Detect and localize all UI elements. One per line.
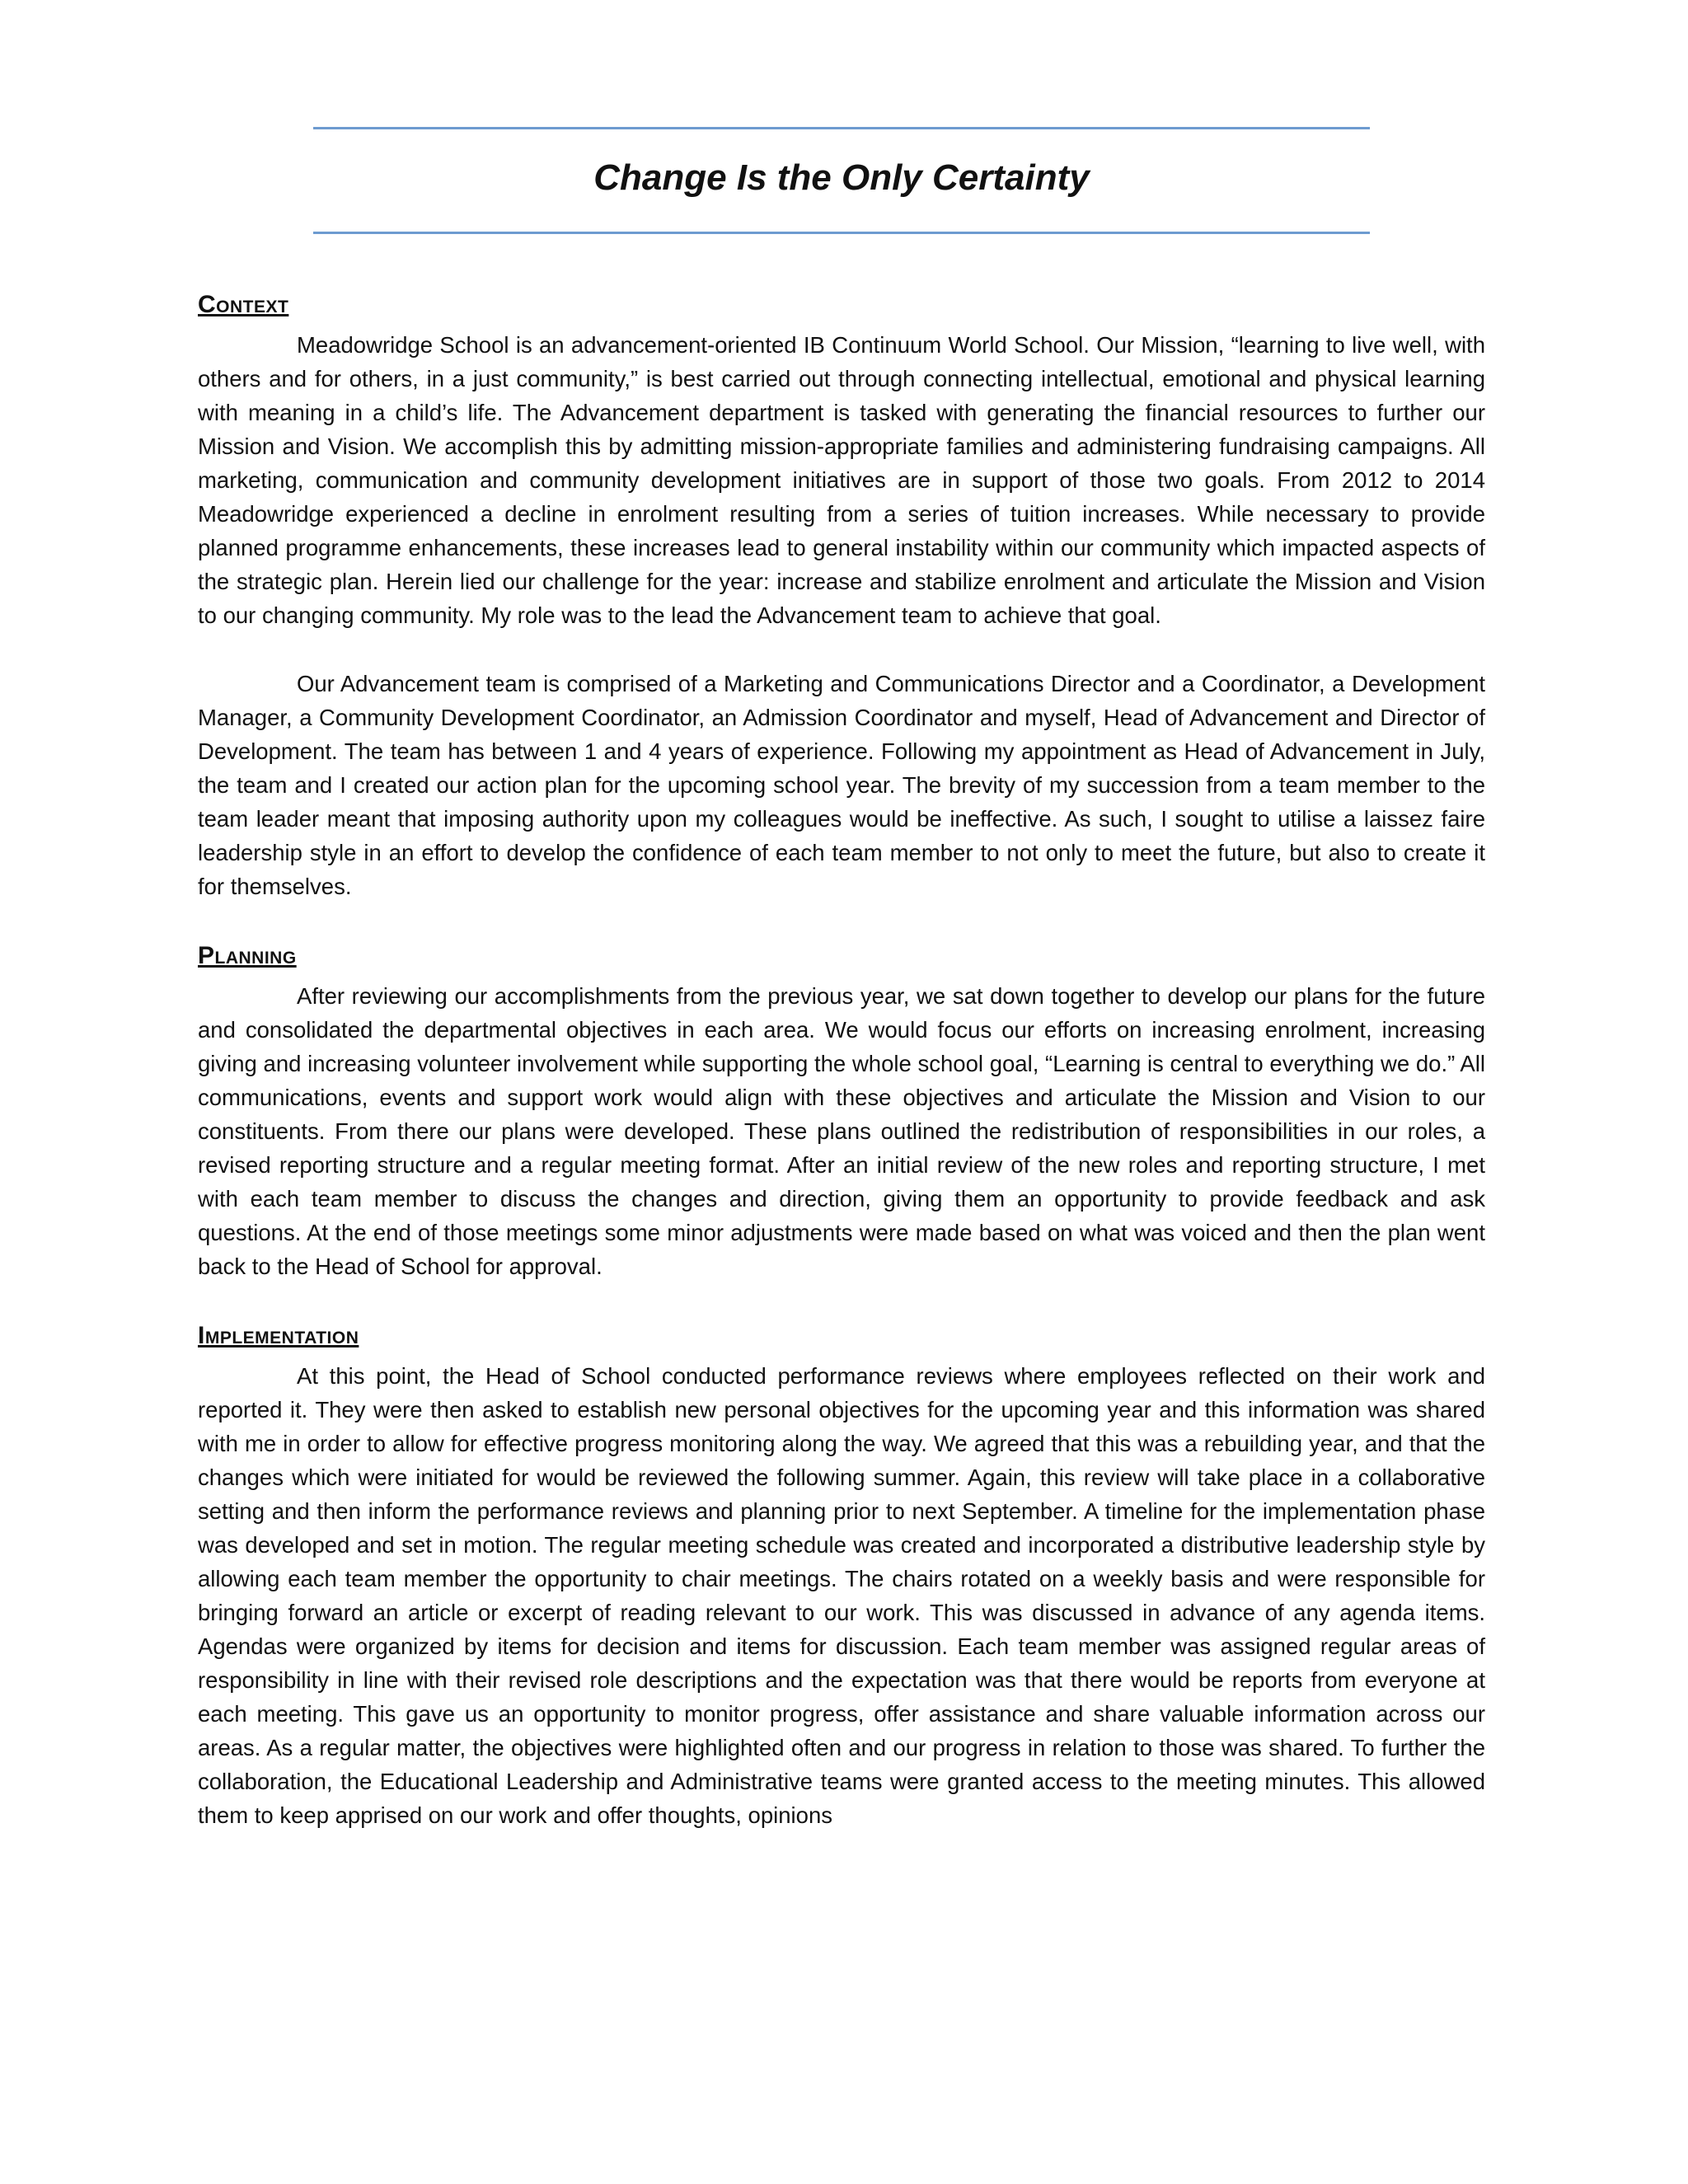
section-spacer <box>198 1283 1485 1319</box>
implementation-paragraph-1: At this point, the Head of School conducted performance reviews where employees reflected on their work and reported it. They were then asked to establish new personal objectives for the upcoming year and this information was shared with me in order to allow for effective progress monitoring along the way. We agreed that this was a rebuilding year, and that the changes which were initiated for would be reviewed the following summer. Again, this review will take place in a collaborative setting and then inform the performance reviews and planning prior to next September. A timeline for the implementation phase was developed and set in motion. The regular meeting schedule was created and incorporated a distributive leadership style by allowing each team member the opportunity to chair meetings. The chairs rotated on a weekly basis and were responsible for bringing forward an article or excerpt of reading relevant to our work. This was discussed in advance of any agenda items. Agendas were organized by items for decision and items for discussion. Each team member was assigned regular areas of responsibility in line with their revised role descriptions and the expectation was that there would be reports from everyone at each meeting. This gave us an opportunity to monitor progress, offer assistance and share valuable information across our areas. As a regular matter, the objectives were highlighted often and our progress in relation to those was shared. To further the collaboration, the Educational Leadership and Administrative teams were granted access to the meeting minutes. This allowed them to keep apprised on our work and offer thoughts, opinions <box>198 1363 1485 1828</box>
document-body <box>198 288 1485 1832</box>
section-heading-planning: Planning <box>198 942 297 969</box>
title-rule-bottom <box>313 232 1370 234</box>
section-heading-implementation: Implementation <box>198 1322 359 1349</box>
paragraph-spacer <box>198 632 1485 667</box>
section-heading-context: Context <box>198 291 289 318</box>
context-paragraph-1: Meadowridge School is an advancement-oriented IB Continuum World School. Our Mission, “learning to live well, with others and for others, in a just community,” is best carried out through connecting intellectual, emotional and physical learning with meaning in a child’s life. The Advancement department is tasked with generating the financial resources to further our Mission and Vision. We accomplish this by admitting mission-appropriate families and administering fundraising campaigns. All marketing, communication and community development initiatives are in support of those two goals. From 2012 to 2014 Meadowridge experienced a decline in enrolment resulting from a series of tuition increases. While necessary to provide planned programme enhancements, these increases lead to general instability within our community which impacted aspects of the strategic plan. Herein lied our challenge for the year: increase and stabilize enrolment and articulate the Mission and Vision to our changing community. My role was to the lead the Advancement team to achieve that goal. <box>198 332 1485 628</box>
title-rule-top <box>313 127 1370 129</box>
section-spacer <box>198 903 1485 940</box>
planning-paragraph-1: After reviewing our accomplishments from the previous year, we sat down together to develop our plans for the future and consolidated the departmental objectives in each area. We would focus our efforts on increasing enrolment, increasing giving and increasing volunteer involvement while supporting the whole school goal, “Learning is central to everything we do.” All communications, events and support work would align with these objectives and articulate the Mission and Vision to our constituents. From there our plans were developed. These plans outlined the redistribution of responsibilities in our roles, a revised reporting structure and a regular meeting format. After an initial review of the new roles and reporting structure, I met with each team member to discuss the changes and direction, giving them an opportunity to provide feedback and ask questions. At the end of those meetings some minor adjustments were made based on what was voiced and then the plan went back to the Head of School for approval. <box>198 983 1485 1279</box>
document-title: Change Is the Only Certainty <box>593 157 1090 198</box>
context-paragraph-2: Our Advancement team is comprised of a Marketing and Communications Director and a Coordinator, a Development Manager, a Community Development Coordinator, an Admission Coordinator and myself, Head of Advancement and Director of Development. The team has between 1 and 4 years of experience. Following my appointment as Head of Advancement in July, the team and I created our action plan for the upcoming school year. The brevity of my succession from a team member to the team leader meant that imposing authority upon my colleagues would be ineffective. As such, I sought to utilise a laissez faire leadership style in an effort to develop the confidence of each team member to not only to meet the future, but also to create it for themselves. <box>198 671 1485 899</box>
